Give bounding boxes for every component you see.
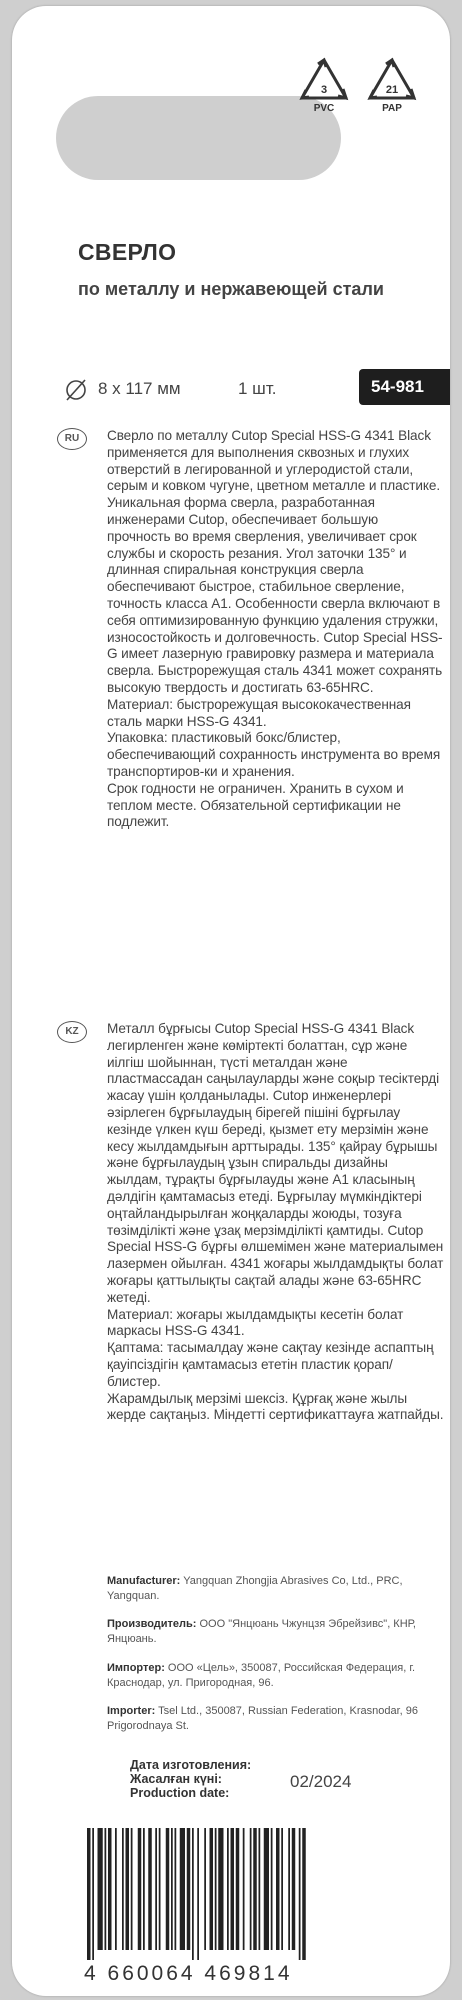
barcode-bar [276, 1828, 280, 1950]
barcode-digits: 4 660064 469814 [84, 1962, 293, 1985]
description-ru-packaging: Упаковка: пластиковый бокс/блистер, обеспечивающий сохранность инструмента во время транспортиров-ки и хранения. [107, 730, 441, 779]
barcode-bar [122, 1828, 124, 1950]
production-label-ru: Дата изготовления: [130, 1758, 252, 1772]
language-badge-ru: RU [57, 428, 87, 450]
description-ru-material: Материал: быстрорежущая высококачественная сталь марки HSS-G 4341. [107, 696, 411, 729]
barcode-bar [243, 1828, 245, 1950]
barcode-bar [281, 1828, 283, 1950]
package-card [12, 6, 450, 1996]
barcode-bar [131, 1828, 133, 1950]
barcode-bar [292, 1828, 296, 1950]
barcode-bar [197, 1828, 199, 1960]
recycle-material: PAP [382, 103, 402, 114]
barcode-bar [253, 1828, 257, 1950]
barcode-bar [236, 1828, 240, 1950]
barcode-bar [187, 1828, 191, 1950]
barcode-bar [105, 1828, 107, 1950]
barcode-bar [115, 1828, 117, 1950]
product-subtitle: по металлу и нержавеющей стали [78, 279, 384, 299]
production-label-en: Production date: [130, 1786, 230, 1800]
legal-manufacturer [107, 1574, 447, 1604]
legal-label: Manufacturer: [107, 1575, 181, 1587]
description-ru [107, 428, 445, 831]
legal-label: Importer: [107, 1705, 156, 1717]
legal-text: Yangquan Zhongjia Abrasives Co, Ltd., PRC, Yangquan. [107, 1575, 403, 1602]
production-date-labels [130, 1758, 251, 1800]
barcode-bar [271, 1828, 273, 1950]
description-ru-main: Сверло по металлу Cutop Special HSS-G 4341 Black применяется для выполнения сквозных и глухих отверстий в легированной и углеродистой стали, серым и ковком чугуне, цветном металле и пластике. Уникальная форма сверла, разработанная инженерами Cutop, обеспечивает большую прочность во время сверления, увеличивает срок службы и скорость резания. Угол заточки 135° и длинная спиральная конструкция сверла обеспечивают быстрое, стабильное сверление, точность класса А1. Особенности сверла включают в себя оптимизированную функцию удаления стружки, износостойкость и долговечность. Cutop Special HSS-G имеет лазерную гравировку размера и материала сверла. Быстрорежущая сталь 4341 может сохранять высокую твердость и достигать 63-65HRC. [107, 428, 443, 695]
barcode-bar [126, 1828, 130, 1950]
article-number: 54-981 [359, 369, 450, 405]
barcode-bar [259, 1828, 261, 1950]
legal-importer-en [107, 1704, 447, 1734]
description-kz-main: Металл бұрғысы Cutop Special HSS-G 4341 Black легирленген және көміртекті болаттан, сұр және иілгіш шойыннан, түсті металдан және пластмассадан саңылауларды және соқыр тесіктерді жасау үшін қолданылады. Cutop инженерлері әзірлеген бұрғылаудың бірегей пішіні бұрғылау кезінде үлкен күш береді, қызмет ету мерзімін және кесу жылдамдығын арттырады. 135° қайрау бұрышы және бұрғылаудың ұзын спиральды дизайны жылдам, тұрақты бұрғылауды және А1 класының дәлдігін қамтамасыз етеді. Бұрғылау мүмкіндіктері оңтайландырылған жоңқаларды жоюды, тозуға төзімділікті және ұзақ мерзімділікті қамтиды. Cutop Special HSS-G бұрғы өлшемімен және материалымен лазермен ойылған. 4341 жоғары жылдамдықты болат жоғары қаттылықты сақтай алады және 63-65HRC жетеді. [107, 1021, 444, 1305]
legal-text: ООО «Цель», 350087, Российская Федерация, г. Краснодар, ул. Пригородная, 96. [107, 1662, 416, 1689]
legal-text: ООО "Янцюань Чжунцзя Эбрейзивс", КНР, Янцюань. [107, 1618, 416, 1645]
legal-importer-ru [107, 1661, 447, 1691]
barcode-bar [138, 1828, 142, 1950]
description-kz [107, 1021, 445, 1424]
barcode-bar [204, 1828, 206, 1950]
legal-producer-ru [107, 1617, 447, 1647]
barcode-bar [155, 1828, 157, 1950]
barcode-bar [302, 1828, 306, 1960]
legal-label: Производитель: [107, 1618, 197, 1630]
barcode-bar [192, 1828, 194, 1960]
barcode-bar [175, 1828, 177, 1950]
barcode-bar [218, 1828, 223, 1950]
barcode-bar [148, 1828, 152, 1950]
recycle-code: 3 [320, 84, 328, 96]
barcode-bar [98, 1828, 103, 1950]
barcode-bar [92, 1828, 94, 1960]
barcode-bar [166, 1828, 170, 1950]
description-kz-material: Материал: жоғары жылдамдықты кесетін болат маркасы HSS-G 4341. [107, 1306, 404, 1339]
legal-label: Импортер: [107, 1662, 165, 1674]
production-date: 02/2024 [290, 1772, 352, 1791]
barcode-bar [180, 1828, 185, 1950]
product-quantity: 1 шт. [238, 379, 277, 398]
description-kz-packaging: Қаптама: тасымалдау және сақтау кезінде аспаптың қауіпсіздігін қамтамасыз ететін пластик қорап/блистер. [107, 1340, 434, 1389]
diameter-icon [64, 378, 88, 407]
barcode-bar [143, 1828, 145, 1950]
barcode-bar [87, 1828, 91, 1960]
barcode-bar [264, 1828, 269, 1950]
barcode-bar [210, 1828, 214, 1950]
recycle-mark-pap [358, 56, 426, 114]
barcode-bar [299, 1828, 301, 1960]
barcode-bar [250, 1828, 252, 1950]
recycle-material: PVC [313, 103, 335, 114]
recycle-code: 21 [385, 84, 399, 96]
recycle-mark-pvc [290, 56, 358, 114]
barcode [87, 1828, 387, 1960]
product-size: 8 x 117 мм [98, 379, 181, 398]
description-ru-storage: Срок годности не ограничен. Хранить в сухом и теплом месте. Обязательной сертификации не подлежит. [107, 780, 404, 830]
language-badge-kz: KZ [57, 1021, 87, 1043]
barcode-bar [108, 1828, 112, 1950]
production-label-kz: Жасалған күні: [130, 1772, 222, 1786]
description-kz-storage: Жарамдылық мерзімі шексіз. Құрғақ және жылы жерде сақтаңыз. Міндетті сертификаттауға жатпайды. [107, 1390, 444, 1423]
barcode-bar [159, 1828, 161, 1950]
barcode-bar [171, 1828, 173, 1950]
barcode-bar [215, 1828, 217, 1950]
barcode-bar [231, 1828, 235, 1950]
barcode-bar [227, 1828, 229, 1950]
barcode-bar [288, 1828, 290, 1950]
legal-text: Tsel Ltd., 350087, Russian Federation, Krasnodar, 96 Prigorodnaya St. [107, 1705, 419, 1732]
product-title: СВЕРЛО [78, 239, 177, 265]
